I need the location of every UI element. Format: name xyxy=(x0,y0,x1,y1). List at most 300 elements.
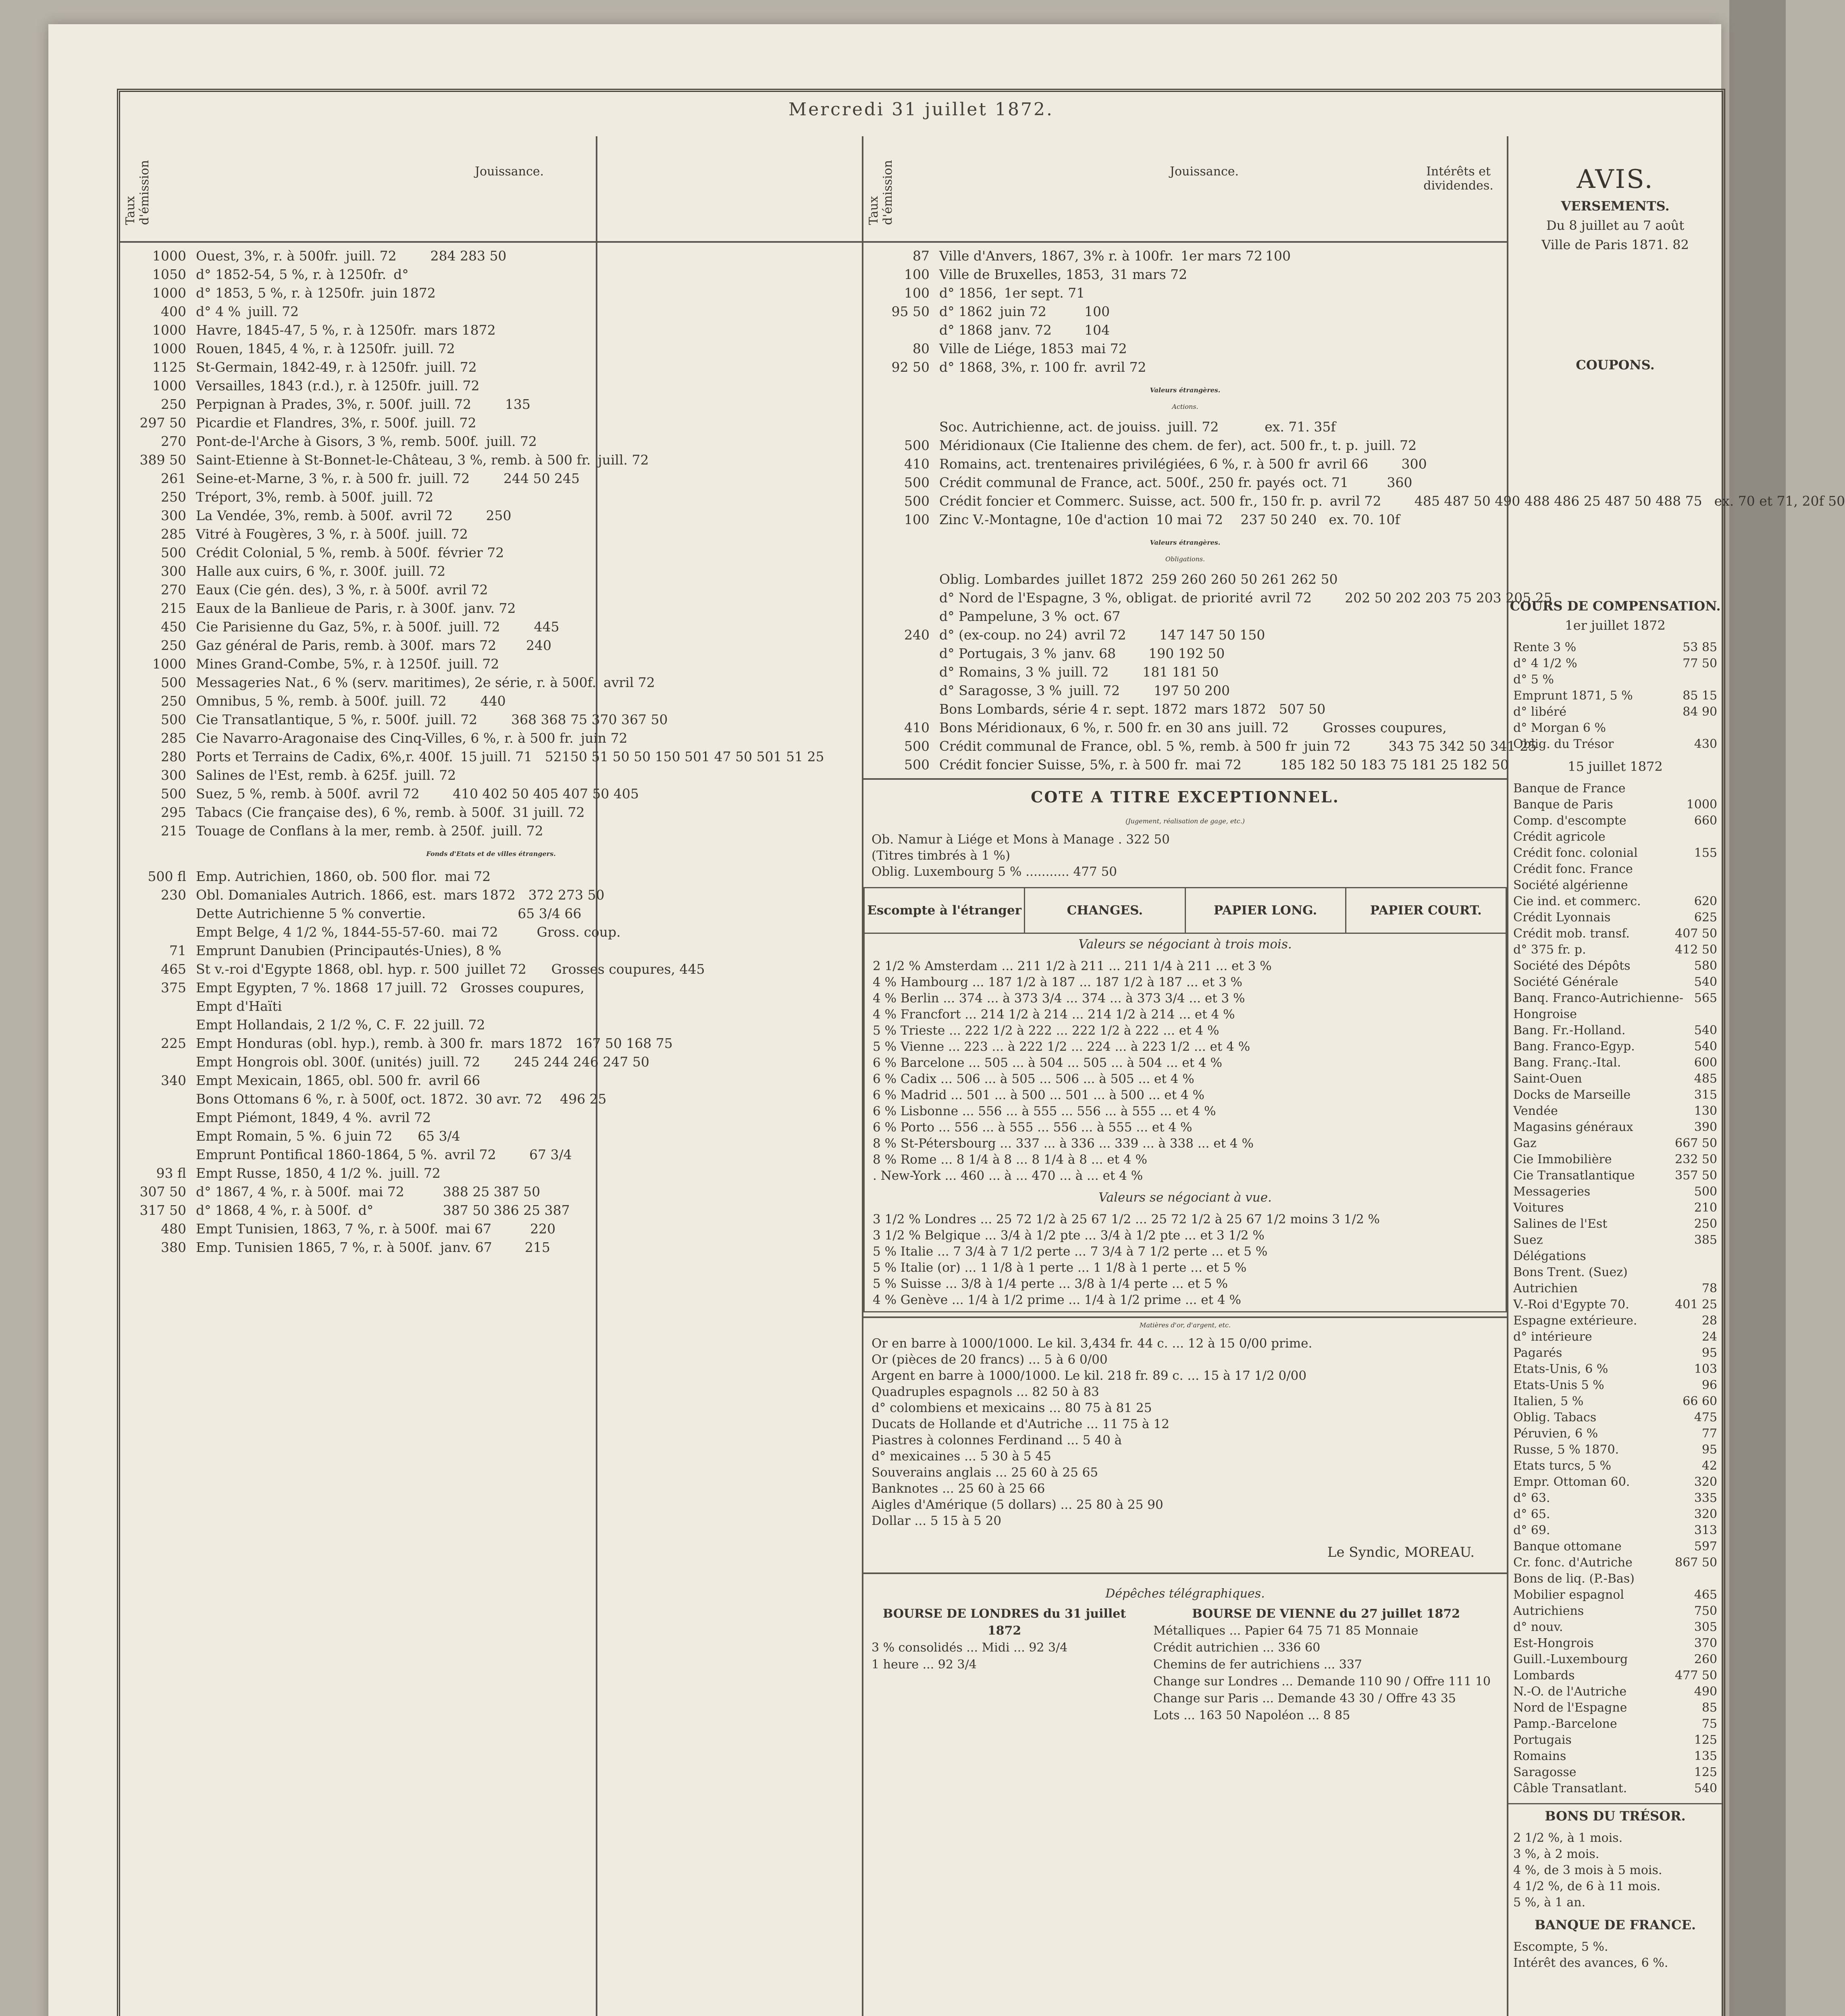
rate: 261 xyxy=(161,471,186,486)
changes-row: 6 % Cadix ... 506 ... à 505 ... 506 ... à 505 ... et 4 % xyxy=(873,1072,1194,1086)
table-row xyxy=(126,1016,856,1034)
cours-row xyxy=(1513,1764,1717,1781)
jouissance-date: avril 72 xyxy=(444,1147,496,1162)
jouissance-date: janv. 72 xyxy=(464,600,516,616)
cours-value: 1000 xyxy=(1686,798,1717,812)
rate: 340 xyxy=(161,1073,186,1088)
jouissance-date: juill. 72 xyxy=(1168,419,1219,435)
jouissance-date: avril 72 xyxy=(1094,359,1146,375)
cours-row xyxy=(1513,1248,1717,1264)
jouissance-date: juill. 72 xyxy=(428,378,480,394)
rate: 225 xyxy=(161,1035,186,1051)
security-name: Empt d'Haïti xyxy=(196,998,282,1014)
cours-value: 320 xyxy=(1694,1475,1717,1489)
cours-value: 125 xyxy=(1694,1765,1717,1779)
table-row xyxy=(126,544,856,562)
jouissance-date: janv. 68 xyxy=(1064,646,1116,661)
quote-values: 507 50 xyxy=(1279,701,1326,717)
table-row xyxy=(869,436,1501,455)
rate: 410 xyxy=(904,720,930,735)
cours-value: 24 xyxy=(1701,1330,1717,1344)
rate: 100 xyxy=(904,285,930,301)
jouissance-date: 30 avr. 72 xyxy=(475,1091,542,1107)
table-row xyxy=(126,1108,856,1127)
changes-row: 4 % Berlin ... 374 ... à 373 3/4 ... 374 ... à 373 3/4 ... et 3 % xyxy=(873,991,1245,1006)
cours-name: Banque ottomane xyxy=(1513,1539,1622,1554)
quote-values: 372 273 50 xyxy=(528,887,605,903)
changes-title: CHANGES. xyxy=(1025,888,1186,933)
cours-value: 390 xyxy=(1694,1120,1717,1134)
table-row xyxy=(126,1164,856,1183)
cours-row xyxy=(1513,1474,1717,1490)
security-name: Ville d'Anvers, 1867, 3% r. à 100fr. xyxy=(939,248,1174,264)
column-middle-header xyxy=(863,136,1507,243)
table-row xyxy=(869,492,1845,510)
cours-row xyxy=(1513,1184,1717,1200)
bons-line: 2 1/2 %, à 1 mois. xyxy=(1513,1831,1623,1845)
cours-name: Bang. Franç.-Ital. xyxy=(1513,1056,1621,1070)
jouissance-date: janv. 67 xyxy=(440,1239,492,1255)
cours-row xyxy=(1513,1264,1717,1281)
dividend: ex. 70. 10f xyxy=(1329,512,1400,527)
changes-trois-mois: Valeurs se négociant à trois mois. xyxy=(1078,937,1292,952)
cours-row xyxy=(1513,1732,1717,1748)
jouissance-date: 22 juill. 72 xyxy=(413,1017,485,1033)
changes-header xyxy=(865,888,1506,934)
security-name: d° Saragosse, 3 % xyxy=(939,683,1062,698)
cours-value: 96 xyxy=(1701,1378,1717,1392)
jouissance-date: juill. 72 xyxy=(492,823,543,839)
quote-values: 104 xyxy=(1084,322,1110,338)
cours-name: Crédit Lyonnais xyxy=(1513,910,1611,925)
cours-name: Vendée xyxy=(1513,1104,1558,1118)
cours-name: Oblig. Tabacs xyxy=(1513,1410,1597,1425)
matieres-row: Quadruples espagnols ... 82 50 à 83 xyxy=(872,1385,1099,1399)
cote-lines xyxy=(863,828,1507,883)
jouissance-date: avril 66 xyxy=(428,1073,480,1088)
cours-row xyxy=(1513,1668,1717,1684)
section-fonds-etats: Fonds d'Etats et de villes étrangers. xyxy=(426,850,556,858)
cours-name: Romains xyxy=(1513,1749,1566,1763)
rate: 300 xyxy=(161,767,186,783)
quote-values: 410 402 50 405 407 50 405 xyxy=(452,786,639,802)
rate: 500 xyxy=(161,545,186,560)
changes-row: 2 1/2 % Amsterdam ... 211 1/2 à 211 ... 211 1/4 à 211 ... et 3 % xyxy=(873,959,1272,973)
security-name: Salines de l'Est, remb. à 625f. xyxy=(196,767,398,783)
cours-name: Délégations xyxy=(1513,1249,1586,1263)
banque-line: Intérêt des avances, 6 %. xyxy=(1513,1956,1668,1970)
table-row xyxy=(126,469,856,488)
rate: 297 50 xyxy=(139,415,186,431)
table-row xyxy=(869,756,1509,774)
section-valeurs-etrangeres: Valeurs étrangères. xyxy=(1150,386,1221,394)
security-name: Eaux (Cie gén. des), 3 %, r. à 500f. xyxy=(196,582,429,598)
security-name: Empt Belge, 4 1/2 %, 1844-55-57-60. xyxy=(196,924,445,940)
cours-name: Gaz xyxy=(1513,1136,1537,1150)
security-name: Tabacs (Cie française des), 6 %, remb. à 500f. xyxy=(196,804,505,820)
bourse-vienne xyxy=(1153,1606,1499,1724)
cours-name: Emprunt 1871, 5 % xyxy=(1513,689,1633,703)
cours-name: Guill.-Luxembourg xyxy=(1513,1652,1628,1666)
quote-values: 237 50 240 xyxy=(1240,512,1317,527)
cours-value: 232 50 xyxy=(1675,1152,1717,1166)
rate: 1000 xyxy=(152,341,186,356)
security-name: Pont-de-l'Arche à Gisors, 3 %, remb. 500f. xyxy=(196,433,479,449)
jouissance-date: juillet 72 xyxy=(466,961,526,977)
rate: 500 xyxy=(904,437,930,453)
newspaper-page xyxy=(48,24,1845,2016)
security-name: Versailles, 1843 (r.d.), r. à 1250fr. xyxy=(196,378,422,394)
jouissance-date: oct. 67 xyxy=(1074,608,1121,624)
cours-row xyxy=(1513,1103,1717,1119)
quote-values: 67 3/4 xyxy=(529,1147,572,1162)
jouissance-date: mai 72 xyxy=(1195,757,1242,773)
jouissance-date: mai 67 xyxy=(445,1221,492,1237)
matieres-row: Dollar ... 5 15 à 5 20 xyxy=(872,1514,1002,1528)
cours-value: 315 xyxy=(1694,1088,1717,1102)
cours-row xyxy=(1513,656,1717,672)
cours-name: Crédit mob. transf. xyxy=(1513,927,1630,941)
cours-value: 867 50 xyxy=(1675,1556,1717,1570)
rate: 71 xyxy=(169,943,186,958)
rate: 317 50 xyxy=(139,1202,186,1218)
cours-name: Oblig. du Trésor xyxy=(1513,737,1614,751)
cours-row xyxy=(1513,1555,1717,1571)
jouissance-date: mai 72 xyxy=(445,868,491,884)
rate: 87 xyxy=(913,248,930,264)
rate: 250 xyxy=(161,396,186,412)
rate: 375 xyxy=(161,980,186,996)
table-row xyxy=(869,284,1501,302)
cours-name: d° 69. xyxy=(1513,1523,1550,1537)
rate: 380 xyxy=(161,1239,186,1255)
bons-lines xyxy=(1508,1828,1722,1913)
rate: 1125 xyxy=(152,359,186,375)
security-name: Empt Egypten, 7 %. 1868 xyxy=(196,980,369,996)
jouissance-date: juill. 72 xyxy=(389,1165,441,1181)
jouissance-date: juin 72 xyxy=(1304,738,1351,754)
cours-value: 53 85 xyxy=(1683,640,1717,654)
cours-name: Crédit fonc. colonial xyxy=(1513,846,1638,860)
table-row xyxy=(126,358,856,377)
cours-row xyxy=(1513,1200,1717,1216)
security-name: d° Romains, 3 % xyxy=(939,664,1051,680)
table-row xyxy=(126,867,856,886)
cours-value: 42 xyxy=(1701,1459,1717,1473)
column-left-rows-b xyxy=(120,863,862,1261)
table-row xyxy=(126,979,856,997)
cours-name: Voitures xyxy=(1513,1201,1564,1215)
jouissance-date: mars 1872 xyxy=(491,1035,563,1051)
cours-value: 485 xyxy=(1694,1072,1717,1086)
cours-row xyxy=(1513,1297,1717,1313)
jouissance-date: juin 72 xyxy=(1000,304,1046,319)
changes-row: 5 % Italie ... 7 3/4 à 7 1/2 perte ... 7 3/4 à 7 1/2 perte ... et 5 % xyxy=(873,1244,1268,1259)
quote-values: 445 xyxy=(534,619,560,635)
londres-line: 1 heure ... 92 3/4 xyxy=(872,1658,977,1672)
changes-escompte-header: Escompte à l'étranger xyxy=(865,888,1025,933)
rate: 1000 xyxy=(152,285,186,301)
table-row xyxy=(126,321,856,339)
cours-row xyxy=(1513,1168,1717,1184)
cours-row xyxy=(1513,1135,1717,1152)
cours-row xyxy=(1513,942,1717,958)
jouissance-date: février 72 xyxy=(437,545,504,560)
cours-row xyxy=(1513,974,1717,990)
table-row xyxy=(126,785,856,803)
jouissance-date: juill. 72 xyxy=(1069,683,1120,698)
rate: 100 xyxy=(904,512,930,527)
taux-header: Taux d'émission xyxy=(123,160,152,225)
security-name: Bons Méridionaux, 6 %, r. 500 fr. en 30 ans xyxy=(939,720,1231,735)
cours-value: 260 xyxy=(1694,1652,1717,1666)
jouissance-date: juill. 72 xyxy=(404,341,455,356)
cours-name: Société des Dépôts xyxy=(1513,959,1631,973)
subsection-obligations: Obligations. xyxy=(1165,555,1205,563)
cours-row xyxy=(1513,1635,1717,1652)
cours-row xyxy=(1513,877,1717,893)
jouissance-date: 1er sept. 71 xyxy=(1004,285,1085,301)
cours-value: 210 xyxy=(1694,1201,1717,1215)
table-row xyxy=(869,626,1501,644)
table-row xyxy=(126,692,856,710)
security-name: St-Germain, 1842-49, r. à 1250fr. xyxy=(196,359,419,375)
security-name: Dette Autrichienne 5 % convertie. xyxy=(196,906,426,921)
cours-row xyxy=(1513,797,1717,813)
cours-row xyxy=(1513,958,1717,974)
cours-name: Cie ind. et commerc. xyxy=(1513,894,1641,908)
cours-name: Docks de Marseille xyxy=(1513,1088,1631,1102)
jouissance-date: avril 72 xyxy=(1260,590,1312,606)
cours-value: 407 50 xyxy=(1675,927,1717,941)
table-row xyxy=(126,655,856,673)
jouissance-date: avril 72 xyxy=(379,1110,431,1125)
cours-name: Saragosse xyxy=(1513,1765,1577,1779)
jouissance-date: juill. 72 xyxy=(395,693,447,709)
cours-name: Portugais xyxy=(1513,1733,1572,1747)
cours-row xyxy=(1513,829,1717,845)
cours-value: 430 xyxy=(1694,737,1717,751)
table-row xyxy=(869,700,1501,719)
rate: 500 xyxy=(904,493,930,509)
cours-row xyxy=(1513,910,1717,926)
section-valeurs-etrangeres-2: Valeurs étrangères. xyxy=(1150,539,1221,546)
rate: 500 xyxy=(904,738,930,754)
cours-row xyxy=(1513,1700,1717,1716)
table-row xyxy=(126,618,856,636)
cours-name: Société algérienne xyxy=(1513,878,1628,892)
security-name: Havre, 1845-47, 5 %, r. à 1250fr. xyxy=(196,322,417,338)
rate: 1000 xyxy=(152,378,186,394)
coupons-title: COUPONS. xyxy=(1576,357,1655,373)
changes-trois-rows xyxy=(865,955,1506,1187)
cours-name: Autrichien xyxy=(1513,1281,1578,1295)
cours-row xyxy=(1513,1087,1717,1103)
actions-rows xyxy=(863,414,1845,533)
table-row xyxy=(126,506,856,525)
table-row xyxy=(126,710,856,729)
cours-row xyxy=(1513,1442,1717,1458)
cours-name: Etats turcs, 5 % xyxy=(1513,1459,1611,1473)
table-row xyxy=(869,663,1501,681)
jouissance-date: mars 1872 xyxy=(443,887,516,903)
quote-values: 190 192 50 xyxy=(1148,646,1225,661)
cours-row xyxy=(1513,926,1717,942)
vienne-line: Chemins de fer autrichiens ... 337 xyxy=(1153,1658,1362,1672)
changes-row: 3 1/2 % Londres ... 25 72 1/2 à 25 67 1/2 ... 25 72 1/2 à 25 67 1/2 moins 3 1/2 % xyxy=(873,1212,1380,1227)
cours-row xyxy=(1513,1361,1717,1377)
banque-line: Escompte, 5 %. xyxy=(1513,1940,1608,1954)
matieres-row: Aigles d'Amérique (5 dollars) ... 25 80 à 25 90 xyxy=(872,1497,1163,1512)
quote-values: 250 xyxy=(486,508,512,523)
jouissance-date: 10 mai 72 xyxy=(1156,512,1223,527)
changes-row: 6 % Barcelone ... 505 ... à 504 ... 505 ... à 504 ... et 4 % xyxy=(873,1056,1222,1070)
rate: 465 xyxy=(161,961,186,977)
security-name: Empt Romain, 5 %. xyxy=(196,1128,326,1144)
security-name: Cie Parisienne du Gaz, 5%, r. à 500f. xyxy=(196,619,442,635)
changes-row: 6 % Porto ... 556 ... à 555 ... 556 ... à 555 ... et 4 % xyxy=(873,1120,1192,1135)
cours-row xyxy=(1513,639,1717,656)
bourse-section xyxy=(863,1572,1507,1732)
cours-date-2: 15 juillet 1872 xyxy=(1568,759,1663,774)
cours-row xyxy=(1513,1232,1717,1248)
cours-name: Crédit fonc. France xyxy=(1513,862,1633,876)
security-name: d° 1867, 4 %, r. à 500f. xyxy=(196,1184,351,1200)
security-name: Messageries Nat., 6 % (serv. maritimes), 2e série, r. à 500f. xyxy=(196,675,597,690)
cours-name: Banque de Paris xyxy=(1513,798,1613,812)
cours-value: 95 xyxy=(1701,1443,1717,1457)
table-row xyxy=(869,321,1501,339)
cours-value: 125 xyxy=(1694,1733,1717,1747)
table-row xyxy=(126,525,856,544)
cours-row xyxy=(1513,1055,1717,1071)
security-name: Halle aux cuirs, 6 %, r. 300f. xyxy=(196,563,388,579)
jouissance-header: Jouissance. xyxy=(475,165,544,179)
cours-value: 475 xyxy=(1694,1410,1717,1425)
cours-name: Pamp.-Barcelone xyxy=(1513,1717,1617,1731)
cours-row xyxy=(1513,893,1717,910)
security-name: Vitré à Fougères, 3 %, r. à 500f. xyxy=(196,526,410,542)
jouissance-date: mars 1872 xyxy=(1194,701,1266,717)
security-name: Tréport, 3%, remb. à 500f. xyxy=(196,489,376,505)
table-row xyxy=(126,451,856,469)
security-name: Emprunt Danubien (Principautés-Unies), 8 % xyxy=(196,943,501,958)
quote-values: 485 487 50 490 488 486 25 487 50 488 75 xyxy=(1414,493,1702,509)
table-row xyxy=(126,673,856,692)
security-name: Seine-et-Marne, 3 %, r. à 500 fr. xyxy=(196,471,412,486)
cours-value: 130 xyxy=(1694,1104,1717,1118)
cours-row xyxy=(1513,1345,1717,1361)
jouissance-date: 15 juill. 71 xyxy=(460,749,532,764)
cours-row xyxy=(1513,1377,1717,1393)
security-name: St v.-roi d'Egypte 1868, obl. hyp. r. 500 xyxy=(196,961,460,977)
security-name: Emp. Autrichien, 1860, ob. 500 flor. xyxy=(196,868,438,884)
security-name: Omnibus, 5 %, remb. à 500f. xyxy=(196,693,389,709)
cours-list-1 xyxy=(1508,637,1722,755)
cours-value: 85 xyxy=(1701,1701,1717,1715)
cours-row xyxy=(1513,720,1717,736)
security-name: Empt Tunisien, 1863, 7 %, r. à 500f. xyxy=(196,1221,439,1237)
jouissance-date: mars 72 xyxy=(441,637,497,653)
cours-row xyxy=(1513,672,1717,688)
rate: 500 fl xyxy=(148,868,186,884)
jouissance-date: avril 72 xyxy=(603,675,655,690)
security-name: Touage de Conflans à la mer, remb. à 250f. xyxy=(196,823,485,839)
cours-value: 335 xyxy=(1694,1491,1717,1505)
table-row xyxy=(126,339,856,358)
quote-values: 52150 51 50 50 150 501 47 50 501 51 25 xyxy=(545,749,824,764)
bourse-columns xyxy=(872,1606,1499,1724)
security-name: Ouest, 3%, r. à 500fr. xyxy=(196,248,339,264)
jouissance-date: oct. 71 xyxy=(1302,475,1349,490)
cours-row xyxy=(1513,1652,1717,1668)
cours-name: d° libéré xyxy=(1513,705,1566,719)
quote-values: 496 25 xyxy=(560,1091,607,1107)
cours-name: Salines de l'Est xyxy=(1513,1217,1608,1231)
dividend: ex. 70 et 71, 20f 50 xyxy=(1714,493,1845,509)
changes-row: 8 % St-Pétersbourg ... 337 ... à 336 ... 339 ... à 338 ... et 4 % xyxy=(873,1136,1254,1151)
security-name: Emp. Tunisien 1865, 7 %, r. à 500f. xyxy=(196,1239,433,1255)
table-row xyxy=(126,997,856,1016)
cours-name: Bang. Fr.-Holland. xyxy=(1513,1023,1626,1037)
cours-value: 660 xyxy=(1694,814,1717,828)
quote-values: 215 xyxy=(524,1239,550,1255)
cote-line: Oblig. Luxembourg 5 % ........... 477 50 xyxy=(872,864,1117,879)
rate: 500 xyxy=(161,675,186,690)
cours-name: d° 63. xyxy=(1513,1491,1550,1505)
changes-row: . New-York ... 460 ... à ... 470 ... à ... et 4 % xyxy=(873,1168,1143,1183)
rate: 1000 xyxy=(152,248,186,264)
security-name: Empt Hollandais, 2 1/2 %, C. F. xyxy=(196,1017,406,1033)
rate: 307 50 xyxy=(139,1184,186,1200)
rate: 285 xyxy=(161,730,186,746)
quote-values: 100 xyxy=(1084,304,1110,319)
matieres-title: Matières d'or, d'argent, etc. xyxy=(863,1316,1507,1332)
jouissance-date: avril 72 xyxy=(401,508,453,523)
cours-list-2 xyxy=(1508,778,1722,1799)
rate: 285 xyxy=(161,526,186,542)
security-name: d° Nord de l'Espagne, 3 %, obligat. de priorité xyxy=(939,590,1253,606)
table-row xyxy=(869,644,1501,663)
rate: 95 50 xyxy=(891,304,930,319)
column-right xyxy=(1508,136,1722,2016)
cours-row xyxy=(1513,1426,1717,1442)
table-row xyxy=(869,681,1501,700)
cours-name: Crédit agricole xyxy=(1513,830,1606,844)
quote-values: 65 3/4 66 xyxy=(518,906,582,921)
rate: 410 xyxy=(904,456,930,472)
changes-row: 4 % Genève ... 1/4 à 1/2 prime ... 1/4 à 1/2 prime ... et 4 % xyxy=(873,1293,1241,1307)
quote-values: 181 181 50 xyxy=(1142,664,1219,680)
changes-row: 6 % Madrid ... 501 ... à 500 ... 501 ... à 500 ... et 4 % xyxy=(873,1088,1204,1102)
security-name: Suez, 5 %, remb. à 500f. xyxy=(196,786,361,802)
subsection-actions: Actions. xyxy=(1172,403,1198,410)
jouissance-header-2: Jouissance. xyxy=(1170,165,1239,179)
bons-line: 3 %, à 2 mois. xyxy=(1513,1847,1600,1861)
column-left-rows xyxy=(120,243,862,844)
jouissance-date: 31 juill. 72 xyxy=(512,804,585,820)
jouissance-date: juill. 72 xyxy=(420,396,471,412)
table-row xyxy=(869,339,1501,358)
cours-value: 750 xyxy=(1694,1604,1717,1618)
cours-value: 500 xyxy=(1694,1185,1717,1199)
changes-row: 6 % Lisbonne ... 556 ... à 555 ... 556 ... à 555 ... et 4 % xyxy=(873,1104,1216,1118)
taux-header-2: Taux d'émission xyxy=(867,160,895,225)
jouissance-date: 17 juill. 72 xyxy=(376,980,448,996)
changes-long-header: PAPIER LONG. xyxy=(1186,888,1346,933)
security-name: Empt Mexicain, 1865, obl. 500 fr. xyxy=(196,1073,422,1088)
table-row xyxy=(869,247,1501,265)
